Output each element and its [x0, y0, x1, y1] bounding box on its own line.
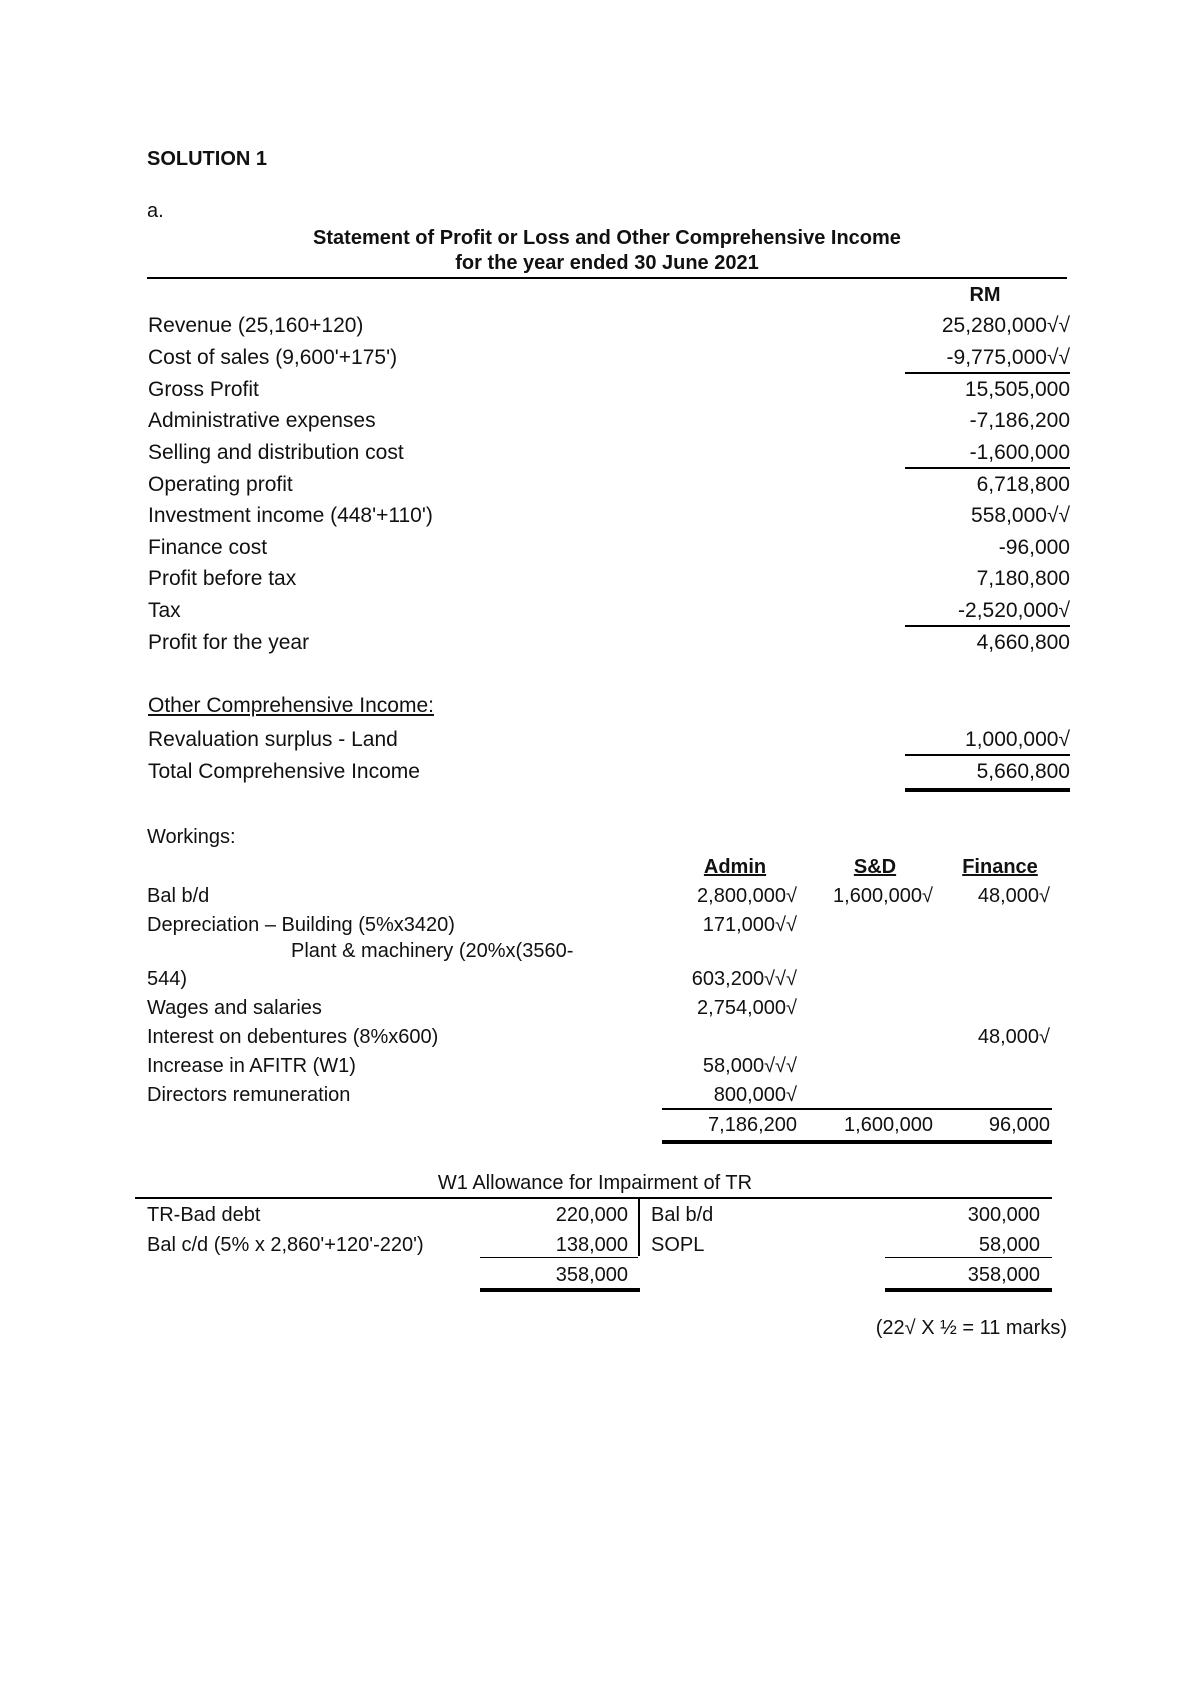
row-value: 1,000,000√: [965, 728, 1070, 751]
row-label: Depreciation – Building (5%x3420): [147, 914, 455, 936]
title-rule: [147, 277, 1067, 279]
w1-right-subtotal-rule: [885, 1257, 1052, 1258]
marks-note: (22√ X ½ = 11 marks): [875, 1317, 1067, 1339]
currency-header: RM: [969, 284, 1001, 306]
row-label: Wages and salaries: [147, 997, 322, 1019]
row-value: 15,505,000: [964, 378, 1070, 401]
row-value: 558,000√√: [971, 504, 1070, 527]
workings-total-rule: [662, 1140, 1052, 1144]
row-label: Profit for the year: [148, 631, 310, 654]
row-label: Plant & machinery (20%x(3560-: [291, 940, 574, 962]
page-heading: SOLUTION 1: [147, 148, 268, 170]
row-label: Selling and distribution cost: [148, 441, 404, 464]
workings-heading: Workings:: [147, 826, 236, 848]
row-label: Investment income (448'+110'): [148, 504, 433, 527]
w1-right-label: SOPL: [651, 1234, 705, 1256]
total-finance: 96,000: [988, 1114, 1050, 1136]
row-value: -7,186,200: [969, 409, 1070, 432]
row-value: 6,718,800: [976, 473, 1070, 496]
subtotal-rule: [905, 754, 1070, 756]
row-label: Operating profit: [148, 473, 293, 496]
row-value: 5,660,800: [976, 760, 1070, 783]
cell-admin: 603,200√√√: [691, 968, 797, 990]
cell-finance: 48,000√: [977, 1026, 1050, 1048]
row-label: Total Comprehensive Income: [148, 760, 420, 783]
statement-title: Statement of Profit or Loss and Other Comprehensive Income: [313, 227, 901, 249]
row-label: Profit before tax: [148, 567, 297, 590]
col-header-admin: Admin: [703, 856, 767, 878]
row-value: -9,775,000√√: [946, 346, 1070, 369]
cell-admin: 800,000√: [713, 1084, 797, 1106]
w1-left-value: 220,000: [555, 1204, 628, 1226]
subtotal-rule: [905, 372, 1070, 374]
row-label: Directors remuneration: [147, 1084, 351, 1106]
cell-admin: 2,754,000√: [697, 997, 797, 1019]
row-value: -1,600,000: [969, 441, 1070, 464]
row-label: Administrative expenses: [148, 409, 376, 432]
w1-left-total: 358,000: [555, 1264, 628, 1286]
w1-left-total-rule: [480, 1288, 640, 1292]
row-label: 544): [147, 968, 188, 990]
w1-left-label: Bal c/d (5% x 2,860'+120'-220'): [147, 1234, 424, 1256]
w1-top-rule: [135, 1197, 1052, 1199]
row-label: Interest on debentures (8%x600): [147, 1026, 439, 1048]
row-label: Gross Profit: [148, 378, 259, 401]
row-label: Increase in AFITR (W1): [147, 1055, 356, 1077]
w1-left-subtotal-rule: [480, 1257, 638, 1258]
col-header-sd: S&D: [853, 856, 897, 878]
row-value: 4,660,800: [976, 631, 1070, 654]
w1-left-value: 138,000: [555, 1234, 628, 1256]
row-label: Cost of sales (9,600'+175'): [148, 346, 398, 369]
w1-divider: [638, 1198, 640, 1256]
total-admin: 7,186,200: [708, 1114, 797, 1136]
cell-finance: 48,000√: [977, 885, 1050, 907]
cell-admin: 58,000√√√: [702, 1055, 797, 1077]
total-double-rule: [905, 788, 1070, 792]
row-label: Revaluation surplus - Land: [148, 728, 398, 751]
row-value: 25,280,000√√: [941, 314, 1070, 337]
cell-admin: 171,000√√: [702, 914, 797, 936]
col-header-finance: Finance: [962, 856, 1038, 878]
row-label: Revenue (25,160+120): [148, 314, 364, 337]
cell-sd: 1,600,000√: [833, 885, 933, 907]
row-label: Bal b/d: [147, 885, 210, 907]
w1-right-value: 300,000: [967, 1204, 1040, 1226]
oci-heading: Other Comprehensive Income:: [148, 694, 434, 717]
statement-subtitle: for the year ended 30 June 2021: [455, 252, 759, 274]
row-value: -2,520,000√: [958, 599, 1070, 622]
row-value: 7,180,800: [976, 567, 1070, 590]
w1-right-value: 58,000: [978, 1234, 1040, 1256]
part-label: a.: [147, 200, 164, 222]
w1-right-total: 358,000: [967, 1264, 1040, 1286]
row-label: Tax: [148, 599, 181, 622]
workings-subtotal-rule: [662, 1108, 1052, 1110]
cell-admin: 2,800,000√: [697, 885, 797, 907]
w1-right-total-rule: [885, 1288, 1052, 1292]
w1-title: W1 Allowance for Impairment of TR: [437, 1172, 753, 1194]
subtotal-rule: [905, 625, 1070, 627]
w1-left-label: TR-Bad debt: [147, 1204, 261, 1226]
w1-right-label: Bal b/d: [651, 1204, 714, 1226]
row-value: -96,000: [998, 536, 1070, 559]
subtotal-rule: [905, 467, 1070, 469]
total-sd: 1,600,000: [844, 1114, 933, 1136]
row-label: Finance cost: [148, 536, 268, 559]
